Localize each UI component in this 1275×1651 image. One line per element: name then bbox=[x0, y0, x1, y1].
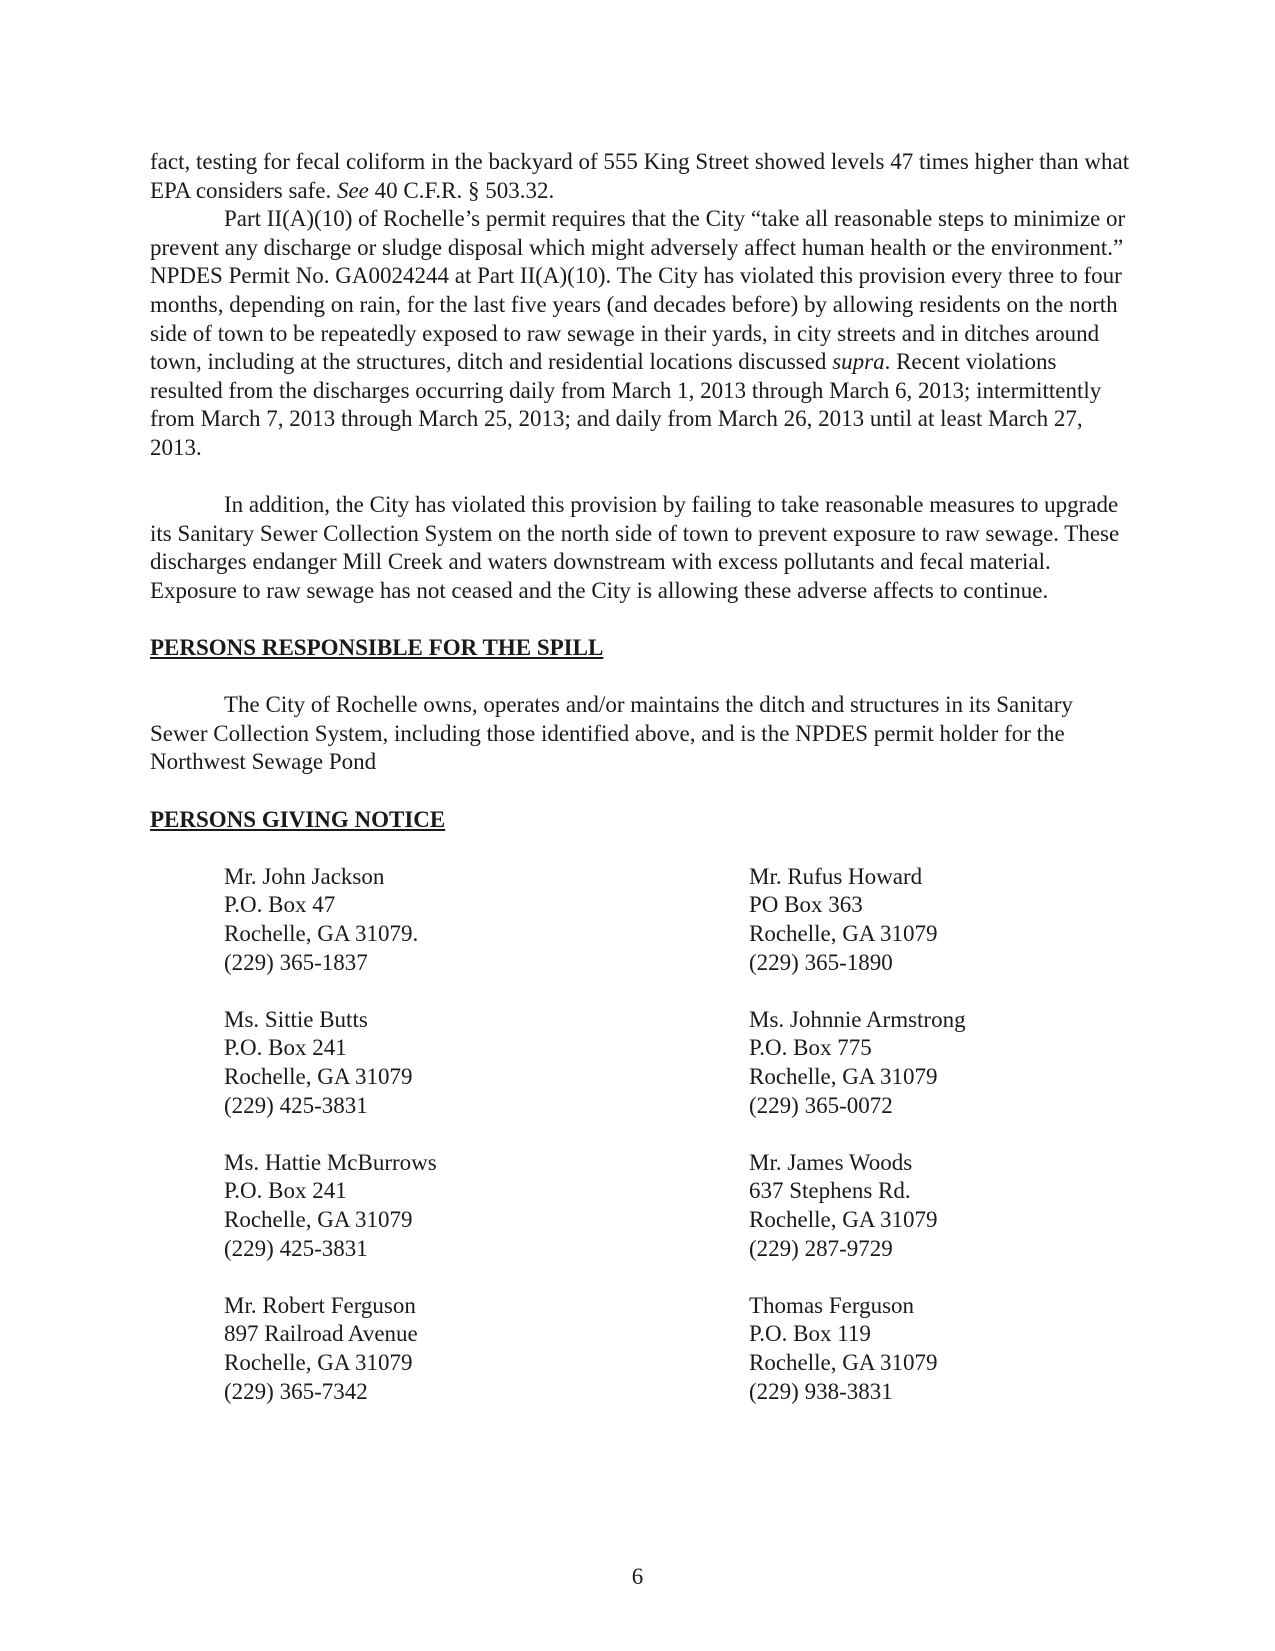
person-city: Rochelle, GA 31079 bbox=[224, 1349, 413, 1375]
person-city: Rochelle, GA 31079. bbox=[224, 921, 419, 947]
person-address: 637 Stephens Rd. bbox=[749, 1178, 911, 1204]
address-block bbox=[749, 1149, 1149, 1263]
address-block bbox=[749, 863, 1149, 977]
citation-supra: supra bbox=[832, 349, 885, 375]
paragraph-city-responsibility: The City of Rochelle owns, operates and/or maintains the ditch and structures in its Sanitary Sewer Collection System, including those identified above, and is the NPDES permit holder for the Northwest Sewage Pond bbox=[150, 692, 1073, 775]
person-address: P.O. Box 241 bbox=[224, 1178, 347, 1204]
address-block bbox=[749, 1292, 1149, 1406]
address-list bbox=[224, 863, 1130, 1406]
person-phone: (229) 365-1837 bbox=[224, 949, 368, 975]
person-city: Rochelle, GA 31079 bbox=[749, 1206, 938, 1232]
person-phone: (229) 365-0072 bbox=[749, 1092, 893, 1118]
person-name: Ms. Sittie Butts bbox=[224, 1006, 368, 1032]
person-address: P.O. Box 241 bbox=[224, 1035, 347, 1061]
person-phone: (229) 938-3831 bbox=[749, 1378, 893, 1404]
paragraph-text: 40 C.F.R. § 503.32. bbox=[368, 177, 555, 203]
person-address: P.O. Box 775 bbox=[749, 1035, 872, 1061]
person-name: Mr. James Woods bbox=[749, 1149, 913, 1175]
person-city: Rochelle, GA 31079 bbox=[749, 921, 938, 947]
address-block bbox=[224, 1006, 749, 1120]
person-city: Rochelle, GA 31079 bbox=[749, 1064, 938, 1089]
person-city: Rochelle, GA 31079 bbox=[224, 1064, 413, 1089]
person-address: PO Box 363 bbox=[749, 892, 863, 918]
person-address: P.O. Box 47 bbox=[224, 892, 336, 918]
paragraph-text: fact, testing for fecal coliform in the backyard of 555 King Street showed levels 47 times higher than what EPA considers safe. bbox=[150, 149, 1130, 203]
person-name: Mr. John Jackson bbox=[224, 863, 385, 889]
paragraph-additional-violation: In addition, the City has violated this provision by failing to take reasonable measures to upgrade its Sanitary Sewer Collection System on the north side of town to prevent exposure to raw sewage. These discharges endanger Mill Creek and waters downstream with excess pollutants and fecal material. Exposure to raw sewage has not ceased and the City is allowing these adverse affects to continue. bbox=[150, 492, 1120, 603]
person-name: Mr. Robert Ferguson bbox=[224, 1292, 416, 1318]
document-page bbox=[150, 148, 1130, 1406]
person-phone: (229) 365-1890 bbox=[749, 949, 893, 975]
page-number: 6 bbox=[631, 1564, 644, 1589]
person-name: Mr. Rufus Howard bbox=[749, 863, 923, 889]
person-name: Ms. Johnnie Armstrong bbox=[749, 1006, 966, 1032]
address-block bbox=[224, 863, 749, 977]
paragraph-fecal-coliform bbox=[150, 148, 1130, 205]
person-phone: (229) 287-9729 bbox=[749, 1235, 893, 1261]
person-phone: (229) 425-3831 bbox=[224, 1235, 368, 1261]
person-name: Thomas Ferguson bbox=[749, 1292, 915, 1318]
paragraph-text: Part II(A)(10) of Rochelle’s permit requires that the City “take all reasonable steps to minimize or prevent any discharge or sludge disposal which might adversely affect human health or the environment.” NPDES Permit No. GA0024244 at Part II(A)(10). The City has violated this provision every three to four months, depending on rain, for the last five years (and decades before) by allowing residents on the north side of town to be repeatedly exposed to raw sewage in their yards, in city streets and in ditches around town, including at the structures, ditch and residential locations discussed bbox=[150, 206, 1126, 375]
person-phone: (229) 365-7342 bbox=[224, 1378, 368, 1404]
address-block bbox=[224, 1149, 749, 1263]
paragraph-permit-violation bbox=[150, 205, 1130, 462]
person-address: P.O. Box 119 bbox=[749, 1321, 871, 1347]
person-city: Rochelle, GA 31079 bbox=[224, 1206, 413, 1232]
paragraph-text: . Recent violations resulted from the discharges occurring daily from March 1, 2013 through March 6, 2013; intermittently from March 7, 2013 through March 25, 2013; and daily from March 26, 2013 until at least March 27, 2013. bbox=[150, 349, 1102, 460]
person-name: Ms. Hattie McBurrows bbox=[224, 1149, 437, 1175]
person-phone: (229) 425-3831 bbox=[224, 1092, 368, 1118]
address-block bbox=[224, 1292, 749, 1406]
heading-persons-responsible: PERSONS RESPONSIBLE FOR THE SPILL bbox=[150, 635, 604, 661]
heading-persons-giving-notice: PERSONS GIVING NOTICE bbox=[150, 806, 446, 832]
person-city: Rochelle, GA 31079 bbox=[749, 1349, 938, 1375]
address-block bbox=[749, 1006, 1149, 1120]
citation-signal: See bbox=[336, 177, 369, 203]
person-address: 897 Railroad Avenue bbox=[224, 1321, 418, 1347]
